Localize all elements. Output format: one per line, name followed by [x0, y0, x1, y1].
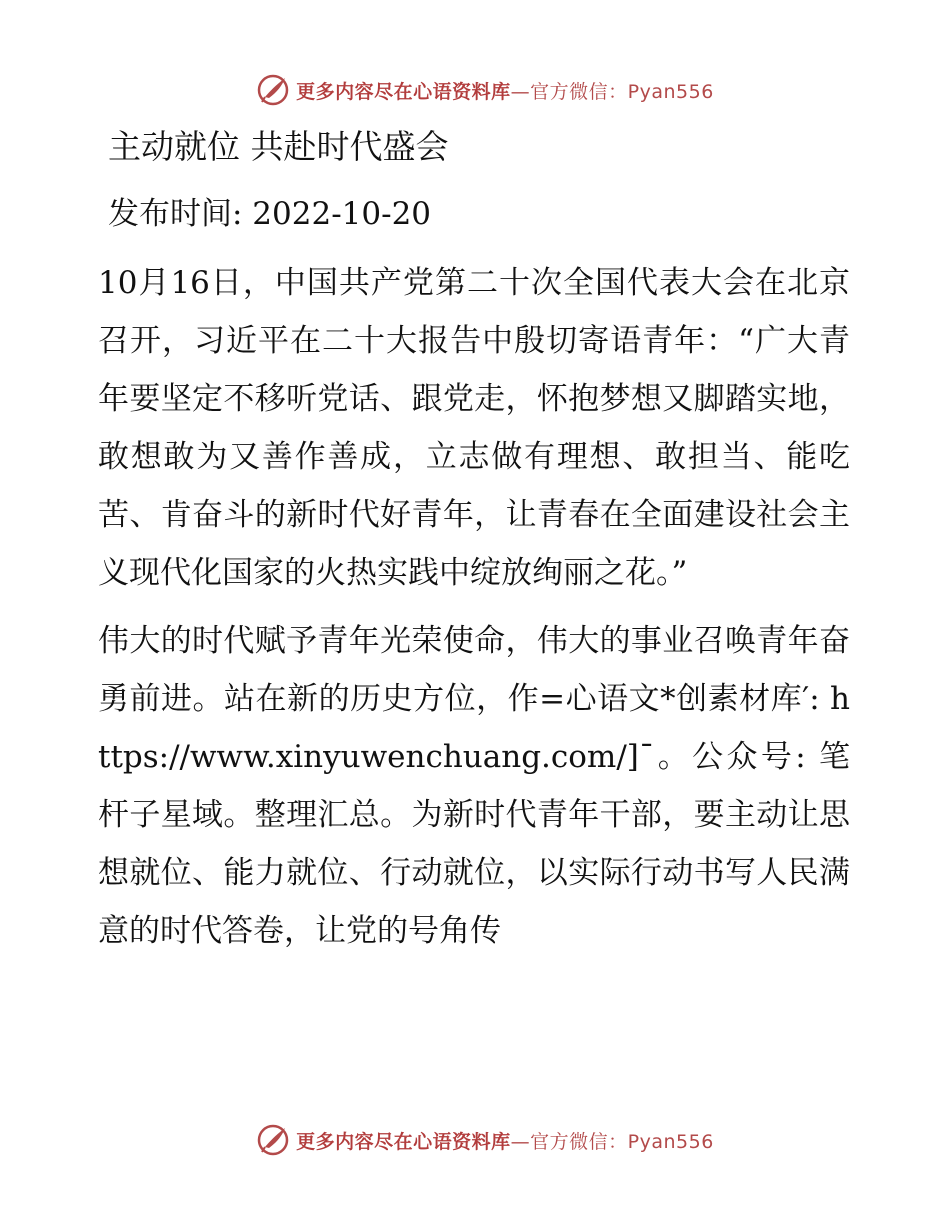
quill-pen-logo-icon: [256, 73, 290, 107]
header-banner: [0, 70, 950, 110]
footer-banner-inner: [256, 1123, 714, 1157]
header-banner-text: [296, 77, 714, 104]
footer-banner: [0, 1120, 950, 1160]
quill-pen-logo-icon: [256, 1123, 290, 1157]
paragraph: 伟大的时代赋予青年光荣使命，伟大的事业召唤青年奋勇前进。站在新的历史方位，作=心语文*创素材库′: https://www.xinyuwenchuang.com/]¯。公众号: 笔杆子星域。整理汇总。为新时代青年干部，要主动让思想就位、能力就位、行动就位，以实际行动书写人民满意的时代答卷，让党的号角传: [98, 623, 850, 949]
article-body: [98, 124, 858, 970]
banner-main-text: 更多内容尽在心语资料库: [296, 80, 511, 103]
banner-separator: —: [510, 1130, 531, 1153]
banner-main-text: 更多内容尽在心语资料库: [296, 1130, 511, 1153]
banner-wechat-text: 官方微信：Pyan556: [530, 1130, 714, 1153]
footer-banner-text: [296, 1127, 714, 1154]
paragraph: 10月16日，中国共产党第二十次全国代表大会在北京召开，习近平在二十大报告中殷切寄语青年：“广大青年要坚定不移听党话、跟党走，怀抱梦想又脚踏实地，敢想敢为又善作善成，立志做有理想、敢担当、能吃苦、肯奋斗的新时代好青年，让青春在全面建设社会主义现代化国家的火热实践中绽放绚丽之花。”: [98, 265, 850, 591]
publish-date: 发布时间: 2022-10-20: [108, 196, 432, 232]
banner-separator: —: [510, 80, 531, 103]
header-banner-inner: [256, 73, 714, 107]
article-title: 主动就位 共赴时代盛会: [108, 127, 449, 166]
banner-wechat-text: 官方微信：Pyan556: [530, 80, 714, 103]
